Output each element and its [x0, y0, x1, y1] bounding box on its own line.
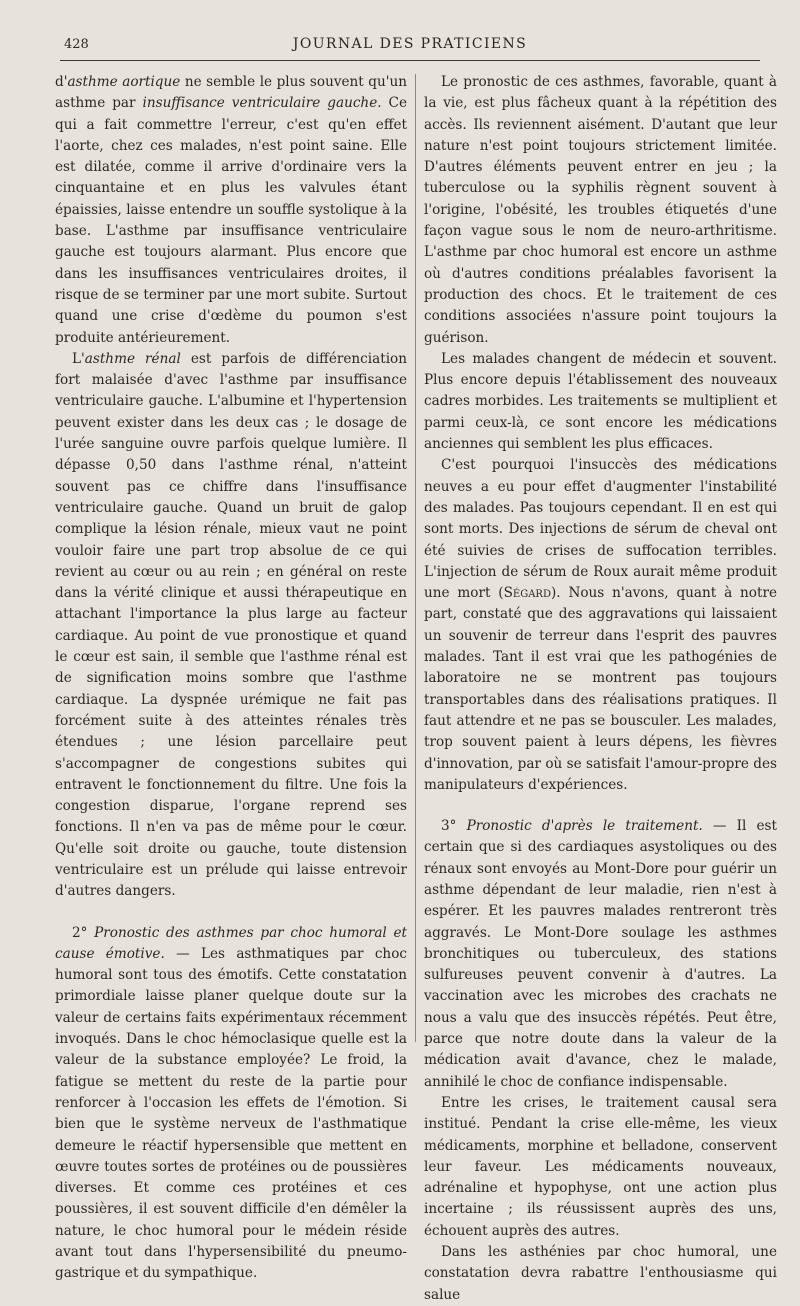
right-column — [424, 72, 777, 1306]
paragraph-asthenia: Dans les asthénies par choc humoral, une constatation devra rabattre l'enthousiasme qui salue — [424, 1244, 777, 1303]
paragraph-patients: Les malades changent de médecin et souvent. Plus encore depuis l'établissement des nouveaux cadres morbides. Les traitements se multiplient et parmi ceux-là, ce sont encore les médications anciennes qui semblent les plus efficaces. — [424, 350, 777, 453]
paragraph-section-3: 3° Pronostic d'après le traitement. — Il est certain que si des cardiaques asystoliques ou des rénaux sont envoyés au Mont-Dore pour guérir un asthme dépendant de leur maladie, rien n'est à espérer. Et les pauvres malades rentreront très aggravés. Le Mont-Dore soulage les asthmes bronchitiques ou tuberculeux, des stations sulfureuses peuvent convenir à d'autres. La vaccination avec les microbes des crachats ne nous a valu que des insuccès répétés. Peut être, parce que notre doute dans la valeur de la médication avait d'avance, chez le malade, annihilé le choc de confiance indispensable. — [424, 818, 777, 1090]
section-3-heading: Pronostic d'après le traitement. — [466, 818, 703, 835]
paragraph-between-crises: Entre les crises, le traitement causal sera institué. Pendant la crise elle-même, les vieux médicaments, morphine et belladone, conservent leur faveur. Les médicaments nouveaux, adrénaline et hypophyse, ont une action plus incertaine ; ils réussissent auprès des uns, échouent auprès des autres. — [424, 1094, 777, 1239]
page-header — [60, 34, 760, 56]
paragraph-prognosis: Le pronostic de ces asthmes, favorable, quant à la vie, est plus fâcheux quant à la répétition des accès. Ils reviennent aisément. D'autant que leur nature n'est point toujours strictement limitée. D'autres éléments peuvent entrer en jeu ; la tuberculose ou la syphilis règnent souvent à l'origine, l'obésité, les troubles étiquetés d'une façon vague sous le nom de neuro-arthritisme. L'asthme par choc humoral est encore un asthme où d'autres conditions préalables favorisent la production des chocs. Et le traitement de ces conditions associées n'assure point toujours la guérison. — [424, 74, 777, 346]
term-aortic-asthma: asthme aortique — [67, 74, 181, 90]
section-2-heading: Pronostic des asthmes par choc humoral et cause émotive. — [55, 924, 407, 962]
term-left-ventricular-failure: insuffisance ventriculaire gauche. — [142, 95, 382, 112]
term-renal-asthma: asthme rénal — [84, 350, 181, 367]
paragraph-renal-asthma: L'asthme rénal est parfois de différenciation fort malaisée d'avec l'asthme par insuffisance ventriculaire gauche. L'albumine et l'hypertension peuvent exister dans les deux cas ; le dosage de l'urée sanguine ouvre parfois quelque lumière. Il dépasse 0,50 dans l'asthme rénal, n'atteint souvent pas ce chiffre dans l'insuffisance ventriculaire gauche. Quand un bruit de galop complique la lésion rénale, mieux vaut ne point vouloir faire une part trop absolue de ce qui revient au cœur ou au rein ; en général on reste dans la vérité clinique et aussi thérapeutique en attachant l'importance la plus large au facteur cardiaque. Au point de vue pronostique et quand le cœur est sain, il semble que l'asthme rénal est de signification moins sombre que l'asthme cardiaque. La dyspnée urémique ne fait pas forcément suite à des atteintes rénales très étendues ; une lésion parcellaire peut s'accompagner de congestions subites qui entravent le fonctionnement du filtre. Une fois la congestion disparue, l'organe reprend ses fonctions. Il n'en va pas de même pour le cœur. Qu'elle soit droite ou gauche, toute distension ventriculaire est un prélude qui laisse entrevoir d'autres dangers. — [55, 350, 407, 900]
paragraph-section-2: 2° Pronostic des asthmes par choc humoral et cause émotive. — Les asthmatiques par choc humoral sont tous des émotifs. Cette constatation primordiale laisse planer quelque doute sur la valeur de certains faits expérimentaux récemment invoqués. Dans le choc hémoclasique quelle est la valeur de la substance employée? Le froid, la fatigue se mettent du reste de la partie pour renforcer à l'occasion les effets de l'émotion. Si bien que le système nerveux de l'asthmatique demeure le réactif hypersensible que mettent en œuvre toutes sortes de protéines ou de poussières diverses. Et comme ces protéines et ces poussières, il est souvent difficile d'en démêler la nature, le choc humoral pour le médein réside avant tout dans l'hypersensibilité du pneumo-gastrique et du sympathique. — [55, 924, 407, 1282]
left-column — [55, 72, 407, 1285]
author-name: Ségard — [503, 585, 551, 602]
paragraph-new-medications: C'est pourquoi l'insuccès des médications neuves a eu pour effet d'augmenter l'instabilité des malades. Pas toujours cependant. Il en est qui sont morts. Des injections de sérum de cheval ont été suivies de crises de suffocation terribles. L'injection de sérum de Roux aurait même produit une mort (Ségard). Nous n'avons, quant à notre part, constaté que des aggravations qui laissaient un souvenir de terreur dans l'esprit des pauvres malades. Tant il est vrai que les pathogénies de laboratoire ne se montrent pas toujours transportables dans des réalisations pratiques. Il faut attendre et ne pas se bousculer. Les malades, trop souvent paient à leurs dépens, les fièvres d'innovation, par où se satisfait l'amour-propre des manipulateurs d'expériences. — [424, 457, 777, 793]
page-number: 428 — [64, 37, 89, 52]
header-rule — [60, 60, 760, 61]
paragraph-aortic-asthma: d'asthme aortique ne semble le plus souvent qu'un asthme par insuffisance ventriculaire gauche. Ce qui a fait commettre l'erreur, c'est qu'en effet l'aorte, chez ces malades, n'est point saine. Elle est dilatée, comme il arrive d'ordinaire vers la cinquantaine et en plus les valvules étant épaissies, laisse entendre un souffle systolique à la base. L'asthme par insuffisance ventriculaire gauche est toujours alarmant. Plus encore que dans les insuffisances ventriculaires droites, il risque de se terminer par une mort subite. Surtout quand une crise d'œdème du poumon s'est produite antérieurement. — [55, 74, 407, 346]
running-title: JOURNAL DES PRATICIENS — [292, 36, 528, 52]
column-divider — [415, 74, 416, 1042]
